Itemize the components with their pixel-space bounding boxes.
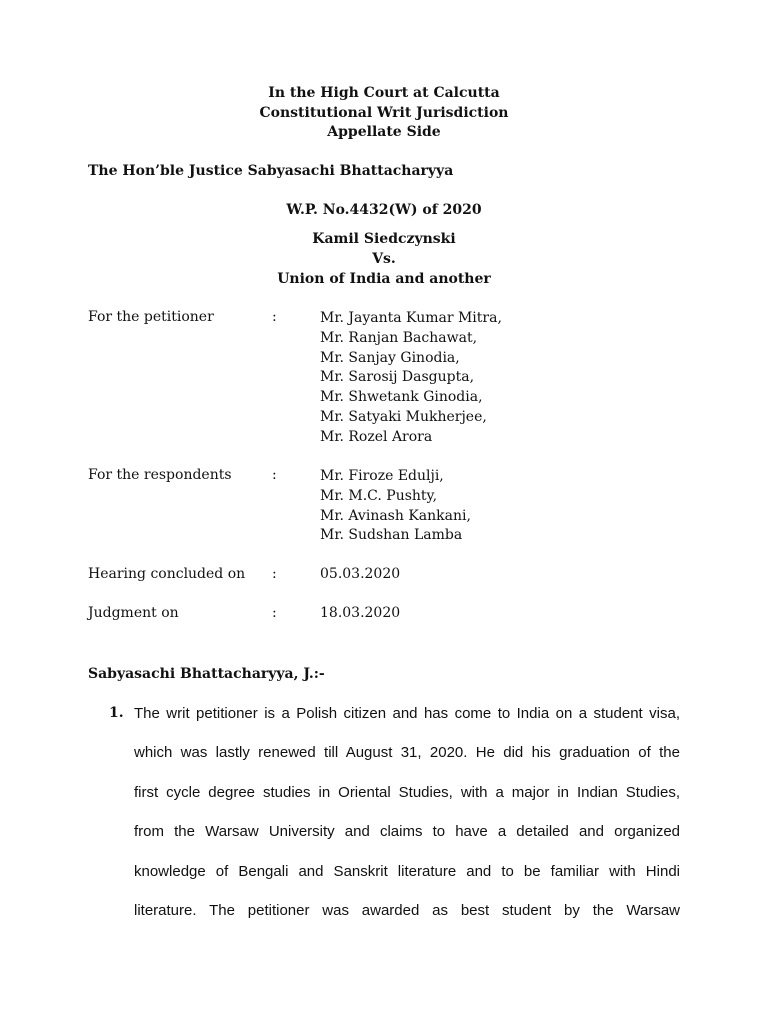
counsel-name: Mr. Shwetank Ginodia, — [320, 389, 483, 406]
counsel-name: Mr. Sarosij Dasgupta, — [320, 369, 475, 386]
hearing-label: Hearing concluded on — [88, 566, 246, 582]
side: Appellate Side — [327, 124, 441, 140]
court-header — [0, 84, 768, 143]
jurisdiction: Constitutional Writ Jurisdiction — [259, 104, 509, 121]
counsel-name: Mr. Firoze Edulji, — [320, 468, 444, 484]
counsel-name: Mr. Satyaki Mukherjee, — [320, 408, 487, 425]
paragraph-body — [134, 703, 680, 939]
counsel-name: Mr. Sudshan Lamba — [320, 527, 463, 544]
appearance-label: For the respondents — [88, 467, 232, 483]
counsel-list — [320, 467, 471, 546]
case-parties — [0, 229, 768, 289]
judge-name: The Hon’ble Justice Sabyasachi Bhattacharyya — [88, 163, 454, 179]
paragraph-line: literature. The petitioner was awarded as best student by the Warsaw — [134, 901, 680, 919]
court-name: In the High Court at Calcutta — [268, 85, 500, 101]
paragraph-number: 1. — [109, 705, 124, 721]
counsel-name: Mr. Jayanta Kumar Mitra, — [320, 310, 502, 326]
colon-separator: : — [272, 309, 277, 325]
paragraph-line: from the Warsaw University and claims to have a detailed and organized — [134, 823, 680, 841]
paragraph-line: knowledge of Bengali and Sanskrit literature and to be familiar with Hindi — [134, 862, 680, 880]
colon-separator: : — [272, 467, 277, 483]
appearance-label: For the petitioner — [88, 309, 214, 325]
respondent-name: Union of India and another — [277, 271, 491, 287]
colon-separator: : — [272, 566, 277, 582]
judgment-date: 18.03.2020 — [320, 605, 401, 621]
counsel-list — [320, 309, 502, 448]
author-heading: Sabyasachi Bhattacharyya, J.:- — [88, 666, 325, 682]
versus-label: Vs. — [372, 251, 396, 267]
counsel-name: Mr. Rozel Arora — [320, 428, 433, 445]
case-number: W.P. No.4432(W) of 2020 — [286, 202, 482, 218]
petitioner-name: Kamil Siedczynski — [312, 231, 456, 247]
counsel-name: Mr. M.C. Pushty, — [320, 487, 438, 504]
counsel-name: Mr. Avinash Kankani, — [320, 507, 471, 524]
counsel-name: Mr. Sanjay Ginodia, — [320, 349, 460, 366]
paragraph-line: The writ petitioner is a Polish citizen and has come to India on a student visa, — [134, 705, 680, 722]
judgment-label: Judgment on — [88, 605, 179, 621]
paragraph-line: first cycle degree studies in Oriental Studies, with a major in Indian Studies, — [134, 783, 680, 801]
counsel-name: Mr. Ranjan Bachawat, — [320, 329, 478, 346]
paragraph-line: which was lastly renewed till August 31, 2020. He did his graduation of the — [134, 744, 680, 762]
hearing-date: 05.03.2020 — [320, 566, 401, 582]
colon-separator: : — [272, 605, 277, 621]
